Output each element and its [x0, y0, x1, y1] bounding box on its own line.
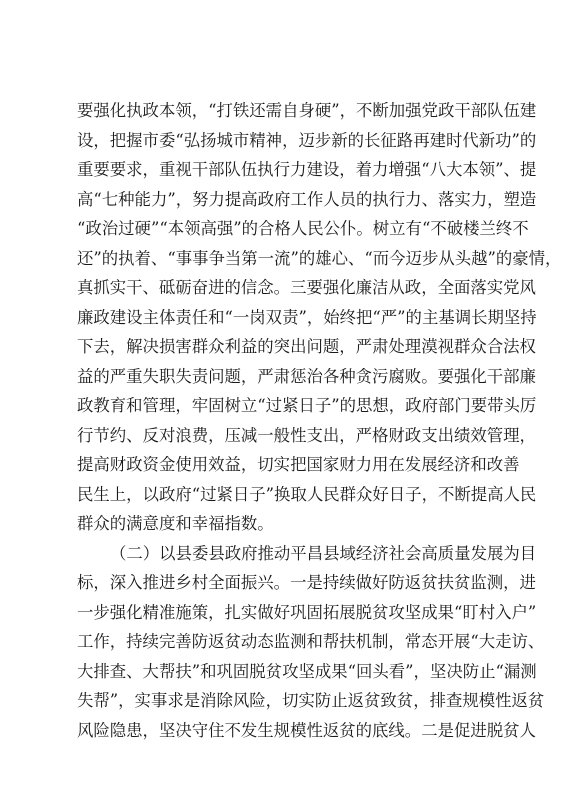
text-line: 工作，持续完善防返贫动态监测和帮扶机制，常态开展“大走访、	[77, 632, 545, 651]
text-line: 要强化执政本领，“打铁还需自身硬”，不断加强党政干部队伍建	[77, 101, 537, 120]
text-line: 还”的执着、“事事争当第一流”的雄心、“而今迈步从头越”的豪情，	[77, 248, 562, 268]
text-line: 廉政建设主体责任和“一岗双责”，始终把“严”的主基调长期坚持	[77, 307, 537, 327]
text-line: 设，把握市委“弘扬城市精神，迈步新的长征路再建时代新功”的	[77, 130, 537, 150]
text-line: （二）以县委县政府推动平昌县域经济社会高质量发展为目	[110, 543, 537, 563]
text-line: 重要要求，重视干部队伍执行力建设，着力增强“八大本领”、提	[77, 160, 537, 179]
paragraph-2	[77, 539, 545, 746]
text-line: 一步强化精准施策，扎实做好巩固拓展脱贫攻坚成果“盯村入户”	[77, 602, 537, 622]
text-line: 真抓实干、砥砺奋进的信念。三要强化廉洁从政，全面落实党风	[77, 278, 536, 297]
text-line: 益的严重失职失责问题，严肃惩治各种贪污腐败。要强化干部廉	[77, 366, 536, 386]
text-line: 行节约、反对浪费，压减一般性支出，严格财政支出绩效管理，	[77, 425, 536, 445]
paragraph-1	[77, 96, 562, 539]
text-line: 提高财政资金使用效益，切实把国家财力用在发展经济和改善	[77, 455, 520, 474]
document-body	[77, 96, 562, 745]
text-line: 高“七种能力”，努力提高政府工作人员的执行力、落实力，塑造	[77, 189, 537, 209]
text-line: 风险隐患，坚决守住不发生规模性返贫的底线。二是促进脱贫人	[77, 720, 536, 740]
text-line: 失帮”，实事求是消除风险，切实防止返贫致贫，排查规模性返贫	[77, 691, 545, 710]
text-line: 民生上，以政府“过紧日子”换取人民群众好日子，不断提高人民	[77, 484, 537, 504]
text-line: 政教育和管理，牢固树立“过紧日子”的思想，政府部门要带头厉	[77, 396, 537, 415]
text-line: “政治过硬”“本领高强”的合格人民公仆。树立有“不破楼兰终不	[77, 219, 529, 238]
text-line: 标，深入推进乡村全面振兴。一是持续做好防返贫扶贫监测，进	[77, 573, 536, 592]
text-line: 大排查、大帮扶”和巩固脱贫攻坚成果“回头看”，坚决防止“漏测	[77, 661, 537, 681]
text-line: 下去，解决损害群众利益的突出问题，严肃处理漠视群众合法权	[77, 337, 536, 356]
text-line: 群众的满意度和幸福指数。	[77, 514, 274, 533]
